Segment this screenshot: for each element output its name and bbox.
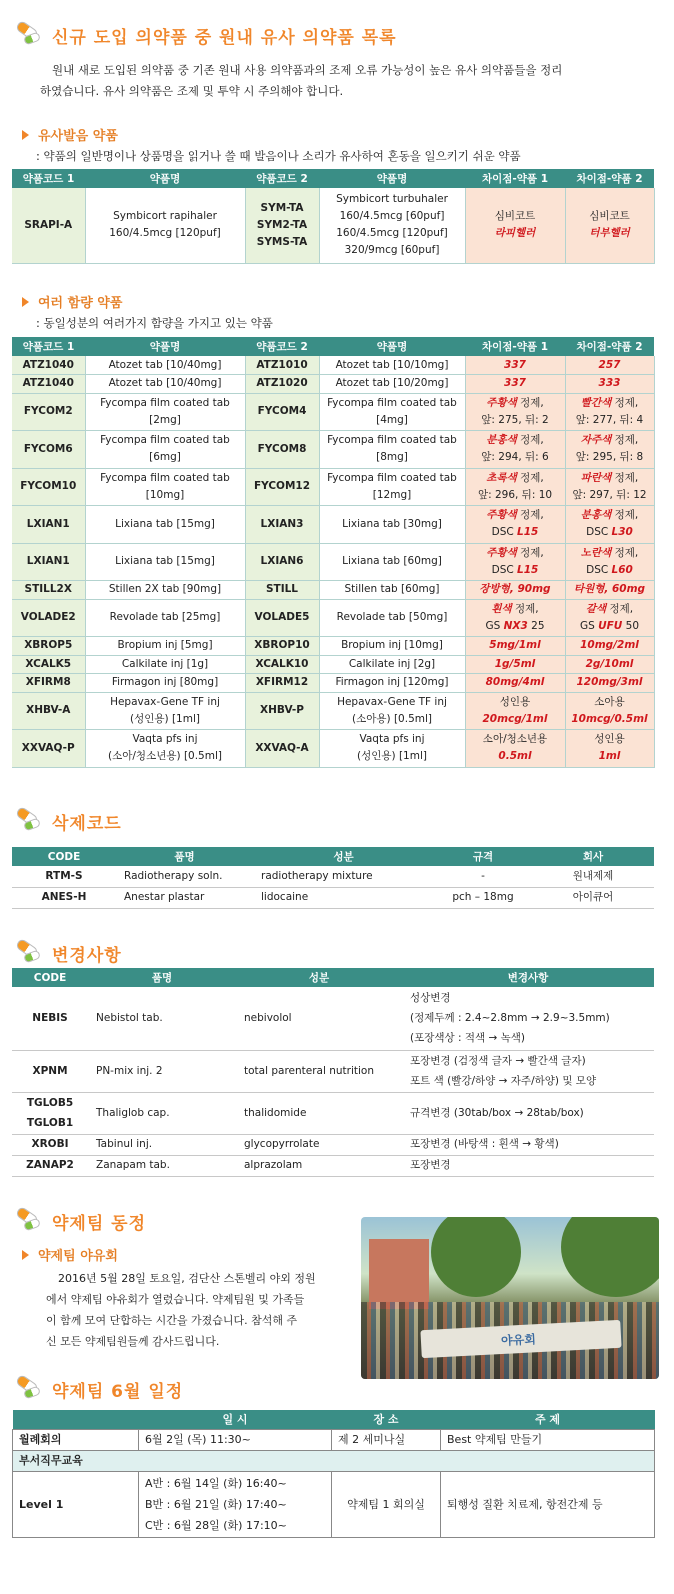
capsule-icon (14, 22, 44, 48)
drug-code-1: FYCOM2 (12, 393, 85, 431)
triangle-bullet-icon (22, 130, 29, 140)
table-row (12, 692, 654, 730)
drug-name-1: Atozet tab [10/40mg] (85, 375, 245, 394)
header-cell: 차이점-약품 1 (465, 169, 565, 188)
multi-strength-desc: : 동일성분의 여러가지 함량을 가지고 있는 약품 (36, 316, 273, 330)
drug-name-2: Stillen tab [60mg] (319, 581, 465, 600)
diff-2: 분홍색 정제, DSC L30 (565, 506, 654, 544)
drug-name-2: Fycompa film coated tab [4mg] (319, 393, 465, 431)
diff-2: 10mg/2ml (565, 637, 654, 656)
multi-strength-table (12, 337, 655, 768)
diff-1: 주황색 정제, 앞: 275, 뒤: 2 (465, 393, 565, 431)
drug-code-1: XFIRM8 (12, 674, 85, 693)
table-row: 부서직무교육 (13, 1450, 655, 1471)
drug-name-2: Firmagon inj [120mg] (319, 674, 465, 693)
table-row: 월례회의 6월 2일 (목) 11:30~ 제 2 세미나실 Best 약제팀 만들기 (13, 1429, 655, 1450)
header-cell: 차이점-약품 2 (565, 169, 654, 188)
capsule-icon (14, 808, 44, 834)
table-row: ZANAP2 Zanapam tab. alprazolam 포장변경 (12, 1155, 654, 1176)
table-row (12, 393, 654, 431)
table-row (12, 655, 654, 674)
table-row: XPNM PN-mix inj. 2 total parenteral nutrition 포장변경 (검정색 글자 → 빨간색 글자) 포트 색 (빨강/하양 → 자주/하양) 및 모양 (12, 1050, 654, 1092)
drug-name-2: Fycompa film coated tab [12mg] (319, 468, 465, 506)
diff-2: 333 (565, 375, 654, 394)
header-cell: 성분 (253, 847, 434, 866)
table-row (12, 581, 654, 600)
header-cell: 약품명 (319, 169, 465, 188)
header-cell: 변경사항 (402, 968, 654, 987)
schedule-table: 일 시 장 소 주 제 월례회의 6월 2일 (목) 11:30~ 제 2 세미나실 Best 약제팀 만들기 부서직무교육 Level 1 A반 : 6월 14일 (화) 16:40~ B반 : 6월 21일 (화) 17:40~ C반 : 6월 28일 (화) 17:10~ 약제팀 1 회의실 퇴행성 질환 치료제, 항전간제 등 (12, 1410, 655, 1538)
drug-name-1: Fycompa film coated tab [6mg] (85, 431, 245, 469)
drug-code-2: LXIAN3 (245, 506, 319, 544)
drug-name-1: Calkilate inj [1g] (85, 655, 245, 674)
header-cell: 약품코드 1 (12, 169, 85, 188)
diff-2: 빨간색 정제, 앞: 277, 뒤: 4 (565, 393, 654, 431)
diff-2: 소아용 10mcg/0.5ml (565, 692, 654, 730)
diff-2: 2g/10ml (565, 655, 654, 674)
table-row: NEBIS Nebistol tab. nebivolol 성상변경 (정제두께 : 2.4~2.8mm → 2.9~3.5mm) (포장색상 : 적색 → 녹색) (12, 987, 654, 1050)
diff-1: 5mg/1ml (465, 637, 565, 656)
header-cell: CODE (12, 968, 88, 987)
table-row: ANES-H Anestar plastar lidocaine pch – 18mg 아이큐어 (12, 887, 654, 908)
drug-name-1: Vaqta pfs inj (소아/청소년용) [0.5ml] (85, 730, 245, 768)
diff-1: 성인용 20mcg/1ml (465, 692, 565, 730)
drug-code-1: XCALK5 (12, 655, 85, 674)
drug-code-2: VOLADE5 (245, 599, 319, 637)
drug-name-1: Firmagon inj [80mg] (85, 674, 245, 693)
header-cell: 약품명 (85, 169, 245, 188)
table-row: XROBI Tabinul inj. glycopyrrolate 포장변경 (바탕색 : 흰색 → 황색) (12, 1134, 654, 1155)
drug-name-1: Stillen 2X tab [90mg] (85, 581, 245, 600)
drug-name-1: Symbicort rapihaler 160/4.5mcg [120puf] (85, 188, 245, 263)
drug-code-1: STILL2X (12, 581, 85, 600)
drug-code-2: FYCOM4 (245, 393, 319, 431)
header-cell: 품명 (116, 847, 253, 866)
picnic-paragraph: 2016년 5월 28일 토요일, 검단산 스톤벨리 야외 정원 에서 약제팀 야유회가 열렸습니다. 약제팀원 및 가족들 이 함께 모여 단합하는 시간을 가졌습니다. 참석해 주 신 모든 약제팀원들께 감사드립니다. (46, 1272, 316, 1348)
drug-name-2: Vaqta pfs inj (성인용) [1ml] (319, 730, 465, 768)
diff-2: 성인용 1ml (565, 730, 654, 768)
drug-code-1: LXIAN1 (12, 543, 85, 581)
diff-1: 337 (465, 356, 565, 375)
header-cell: 약품명 (319, 337, 465, 356)
table-row (12, 637, 654, 656)
drug-name-2: Lixiana tab [60mg] (319, 543, 465, 581)
drug-code-1: VOLADE2 (12, 599, 85, 637)
table-row: TGLOB5 TGLOB1 Thaliglob cap. thalidomide 규격변경 (30tab/box → 28tab/box) (12, 1092, 654, 1134)
drug-code-1: XHBV-A (12, 692, 85, 730)
drug-code-2: ATZ1020 (245, 375, 319, 394)
section-title-schedule: 약제팀 6월 일정 (14, 1376, 183, 1402)
drug-code-1: ATZ1040 (12, 375, 85, 394)
picnic-group-photo: 야유회 (361, 1217, 659, 1379)
drug-name-1: Lixiana tab [15mg] (85, 543, 245, 581)
diff-1: 장방형, 90mg (465, 581, 565, 600)
diff-2: 257 (565, 356, 654, 375)
drug-name-1: Fycompa film coated tab [10mg] (85, 468, 245, 506)
header-cell: 약품코드 2 (245, 169, 319, 188)
drug-code-2: XHBV-P (245, 692, 319, 730)
header-cell: CODE (12, 847, 116, 866)
diff-2: 갈색 정제, GS UFU 50 (565, 599, 654, 637)
diff-1: 주황색 정제, DSC L15 (465, 506, 565, 544)
diff-1: 소아/청소년용 0.5ml (465, 730, 565, 768)
drug-name-2: Revolade tab [50mg] (319, 599, 465, 637)
table-row (12, 506, 654, 544)
drug-code-1: FYCOM10 (12, 468, 85, 506)
intro-paragraph: 원내 새로 도입된 의약품 중 기존 원내 사용 의약품과의 조제 오류 가능성이 높은 유사 의약품들을 정리 하였습니다. 유사 의약품은 조제 및 투약 시 주의해야 합니다. (40, 63, 563, 98)
diff-2: 타원형, 60mg (565, 581, 654, 600)
header-cell: 규격 (434, 847, 532, 866)
table-row (12, 730, 654, 768)
diff-2: 심비코트 터부헬러 (565, 188, 654, 263)
drug-code-2: ATZ1010 (245, 356, 319, 375)
drug-name-1: Lixiana tab [15mg] (85, 506, 245, 544)
header-cell: 성분 (236, 968, 402, 987)
drug-name-1: Hepavax-Gene TF inj (성인용) [1ml] (85, 692, 245, 730)
drug-code-2: FYCOM8 (245, 431, 319, 469)
capsule-icon (14, 940, 44, 966)
capsule-icon (14, 1376, 44, 1402)
drug-name-2: Atozet tab [10/20mg] (319, 375, 465, 394)
diff-1: 흰색 정제, GS NX3 25 (465, 599, 565, 637)
diff-2: 파란색 정제, 앞: 297, 뒤: 12 (565, 468, 654, 506)
header-cell: 약품코드 2 (245, 337, 319, 356)
drug-name-2: Fycompa film coated tab [8mg] (319, 431, 465, 469)
drug-code-2: LXIAN6 (245, 543, 319, 581)
similar-sound-table (12, 169, 655, 264)
section-title-new-drugs: 신규 도입 의약품 중 원내 유사 의약품 목록 (14, 22, 397, 48)
drug-code-1: LXIAN1 (12, 506, 85, 544)
header-cell: 회사 (532, 847, 654, 866)
section-title-deleted: 삭제코드 (14, 808, 122, 834)
drug-code-1: FYCOM6 (12, 431, 85, 469)
subsection-multi-strength: 여러 함량 약품 (22, 292, 122, 311)
drug-code-2: FYCOM12 (245, 468, 319, 506)
diff-2: 자주색 정제, 앞: 295, 뒤: 8 (565, 431, 654, 469)
table-row (12, 431, 654, 469)
subsection-similar-sound: 유사발음 약품 (22, 125, 118, 144)
table-row (12, 188, 654, 263)
diff-1: 초록색 정제, 앞: 296, 뒤: 10 (465, 468, 565, 506)
diff-1: 주황색 정제, DSC L15 (465, 543, 565, 581)
diff-2: 노란색 정제, DSC L60 (565, 543, 654, 581)
header-cell: 품명 (88, 968, 236, 987)
drug-code-2: XFIRM12 (245, 674, 319, 693)
diff-1: 337 (465, 375, 565, 394)
table-row: RTM-S Radiotherapy soln. radiotherapy mixture - 원내제제 (12, 866, 654, 887)
drug-code-2: SYM-TA SYM2-TA SYMS-TA (245, 188, 319, 263)
drug-code-1: ATZ1040 (12, 356, 85, 375)
drug-code-1: XXVAQ-P (12, 730, 85, 768)
drug-name-2: Calkilate inj [2g] (319, 655, 465, 674)
diff-1: 심비코트 라피헬러 (465, 188, 565, 263)
drug-code-2: XXVAQ-A (245, 730, 319, 768)
section-title-team-news: 약제팀 동정 (14, 1208, 146, 1234)
drug-code-1: XBROP5 (12, 637, 85, 656)
changes-table (12, 968, 654, 1177)
header-cell: 약품명 (85, 337, 245, 356)
header-cell: 차이점-약품 1 (465, 337, 565, 356)
drug-name-1: Atozet tab [10/40mg] (85, 356, 245, 375)
drug-name-1: Revolade tab [25mg] (85, 599, 245, 637)
drug-code-2: XCALK10 (245, 655, 319, 674)
table-row (12, 543, 654, 581)
header-cell: 차이점-약품 2 (565, 337, 654, 356)
table-row: Level 1 A반 : 6월 14일 (화) 16:40~ B반 : 6월 21일 (화) 17:40~ C반 : 6월 28일 (화) 17:10~ 약제팀 1 회의실 퇴행성 질환 치료제, 항전간제 등 (13, 1471, 655, 1537)
triangle-bullet-icon (22, 1250, 29, 1260)
capsule-icon (14, 1208, 44, 1234)
drug-name-2: Symbicort turbuhaler 160/4.5mcg [60puf] 160/4.5mcg [120puf] 320/9mcg [60puf] (319, 188, 465, 263)
drug-name-1: Bropium inj [5mg] (85, 637, 245, 656)
drug-code-1: SRAPI-A (12, 188, 85, 263)
header-cell: 약품코드 1 (12, 337, 85, 356)
table-row (12, 599, 654, 637)
similar-sound-desc: : 약품의 일반명이나 상품명을 읽거나 쓸 때 발음이나 소리가 유사하여 혼동을 일으키기 쉬운 약품 (36, 149, 521, 163)
diff-1: 1g/5ml (465, 655, 565, 674)
subsection-picnic: 약제팀 야유회 (22, 1245, 118, 1264)
drug-code-2: STILL (245, 581, 319, 600)
drug-name-2: Bropium inj [10mg] (319, 637, 465, 656)
drug-name-1: Fycompa film coated tab [2mg] (85, 393, 245, 431)
table-row (12, 468, 654, 506)
table-row (12, 375, 654, 394)
diff-1: 80mg/4ml (465, 674, 565, 693)
table-row (12, 356, 654, 375)
drug-name-2: Lixiana tab [30mg] (319, 506, 465, 544)
section-title-changes: 변경사항 (14, 940, 122, 966)
diff-2: 120mg/3ml (565, 674, 654, 693)
drug-code-2: XBROP10 (245, 637, 319, 656)
triangle-bullet-icon (22, 297, 29, 307)
deleted-code-table (12, 847, 654, 909)
diff-1: 분홍색 정제, 앞: 294, 뒤: 6 (465, 431, 565, 469)
drug-name-2: Atozet tab [10/10mg] (319, 356, 465, 375)
table-row (12, 674, 654, 693)
drug-name-2: Hepavax-Gene TF inj (소아용) [0.5ml] (319, 692, 465, 730)
